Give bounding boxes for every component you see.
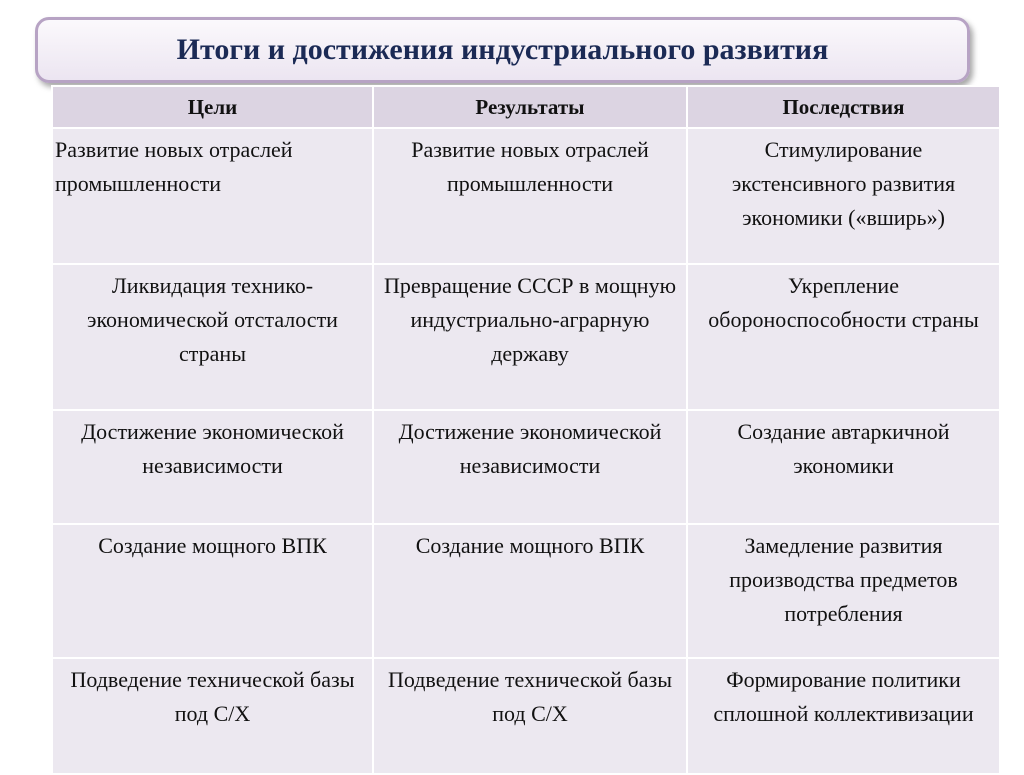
cell-text: Достижение экономической независимости: [398, 419, 662, 478]
table-cell: [687, 658, 1000, 774]
column-header-goals: Цели: [52, 86, 373, 128]
cell-text: Замедление развития производства предметов потребления: [729, 533, 958, 626]
table-cell: [373, 410, 687, 524]
cell-text: Создание мощного ВПК: [415, 533, 645, 558]
table-header-row: [52, 86, 1000, 128]
column-header-results: Результаты: [373, 86, 687, 128]
cell-text: Формирование политики сплошной коллективизации: [713, 667, 974, 726]
table-cell: [52, 410, 373, 524]
table-cell: [373, 658, 687, 774]
table-row: [52, 128, 1000, 264]
slide-title: Итоги и достижения индустриального развития: [176, 33, 829, 66]
cell-text: Создание мощного ВПК: [98, 533, 327, 558]
table-cell: [687, 264, 1000, 410]
cell-text: Стимулирование экстенсивного развития экономики («вширь»): [731, 137, 956, 230]
table-cell: [687, 410, 1000, 524]
cell-text: Развитие новых отраслей промышленности: [55, 137, 293, 196]
table-cell: [687, 524, 1000, 658]
cell-text: Подведение технической базы под С/Х: [387, 667, 672, 726]
cell-text: Создание автаркичной экономики: [737, 419, 950, 478]
cell-text: Укрепление обороноспособности страны: [708, 273, 979, 332]
table-cell: [373, 524, 687, 658]
cell-text: Достижение экономической независимости: [81, 419, 344, 478]
cell-text: Ликвидация технико-экономической отсталости страны: [87, 273, 338, 366]
table-cell: [687, 128, 1000, 264]
table-row: [52, 658, 1000, 774]
slide-title-box: [35, 17, 970, 83]
table-cell: [373, 128, 687, 264]
table-cell: [52, 658, 373, 774]
table-cell: [52, 264, 373, 410]
cell-text: Превращение СССР в мощную индустриально-аграрную державу: [383, 273, 677, 366]
table-cell: [52, 128, 373, 264]
column-header-consequences: Последствия: [687, 86, 1000, 128]
table-row: [52, 410, 1000, 524]
table-cell: [373, 264, 687, 410]
results-table: [51, 85, 1001, 775]
table-row: [52, 264, 1000, 410]
cell-text: Развитие новых отраслей промышленности: [411, 137, 649, 196]
table-cell: [52, 524, 373, 658]
cell-text: Подведение технической базы под С/Х: [70, 667, 355, 726]
table-row: [52, 524, 1000, 658]
